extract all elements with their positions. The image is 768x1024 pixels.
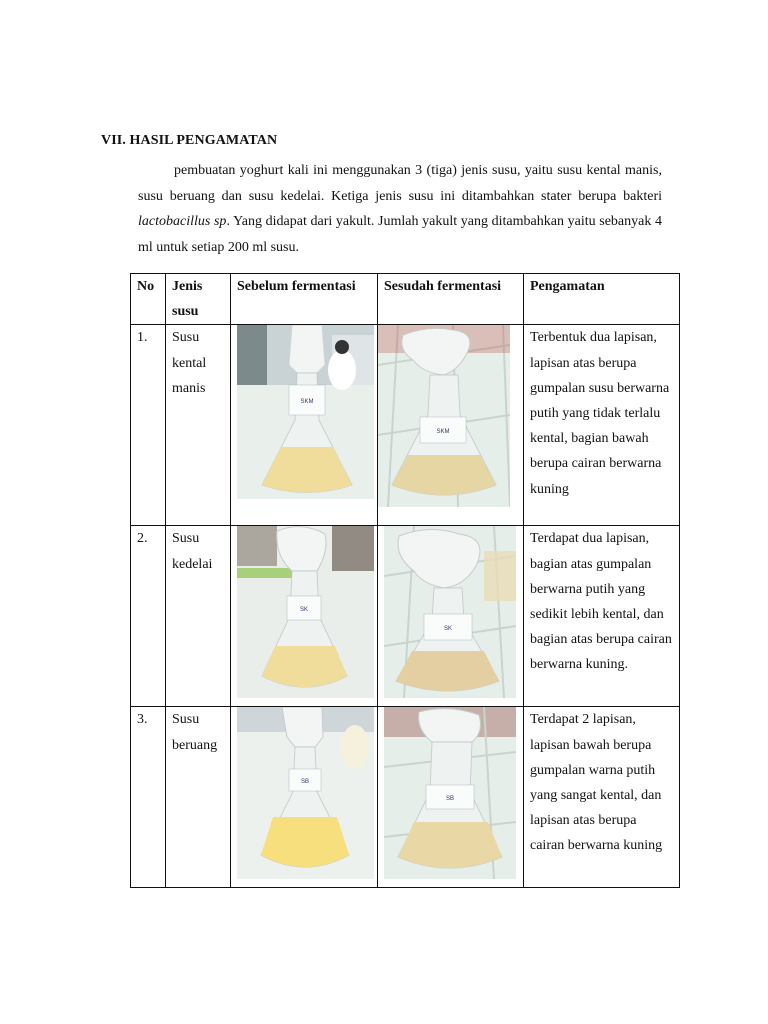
table-header-row xyxy=(131,274,680,325)
table-row xyxy=(131,325,680,526)
flask-photo-after xyxy=(378,325,510,507)
row-number: 2. xyxy=(131,526,166,707)
flask-photo-before xyxy=(237,325,374,499)
paragraph-text-2: . Yang didapat dari yakult. Jumlah yakult yang ditambahkan yaitu sebanyak 4 ml untuk setiap 200 ml susu. xyxy=(138,214,662,255)
row-jenis: Susu beruang xyxy=(166,707,231,888)
flask-label-after: SB xyxy=(445,796,455,803)
observation-table xyxy=(130,273,680,888)
flask-before-sb xyxy=(237,707,374,879)
flask-after-sb xyxy=(384,707,516,879)
flask-before-skm xyxy=(237,325,374,499)
paragraph-italic-term: lactobacillus sp xyxy=(138,214,227,229)
row-jenis: Susu kental manis xyxy=(166,325,231,526)
row-pengamatan: Terdapat dua lapisan, bagian atas gumpalan berwarna putih yang sedikit lebih kental, dan bagian atas berupa cairan berwarna kuning. xyxy=(524,526,680,707)
section-heading: VII. HASIL PENGAMATAN xyxy=(101,133,278,148)
paragraph-text-1: pembuatan yoghurt kali ini menggunakan 3 (tiga) jenis susu, yaitu susu kental manis, susu beruang dan susu kedelai. Ketiga jenis susu ini ditambahkan stater berupa bakteri xyxy=(138,163,662,204)
row-number: 3. xyxy=(131,707,166,888)
photo-after-cell xyxy=(378,526,524,707)
row-number: 1. xyxy=(131,325,166,526)
flask-label: SB xyxy=(300,779,310,786)
header-pengamatan: Pengamatan xyxy=(524,274,680,325)
photo-before-cell xyxy=(231,325,378,526)
flask-photo-before xyxy=(237,526,374,698)
photo-after-cell xyxy=(378,707,524,888)
row-pengamatan: Terbentuk dua lapisan, lapisan atas berupa gumpalan susu berwarna putih yang tidak terlalu kental, bagian bawah berupa cairan berwarna kuning xyxy=(524,325,680,526)
flask-label: SKM xyxy=(300,399,314,406)
table-row xyxy=(131,526,680,707)
photo-before-cell xyxy=(231,526,378,707)
header-sebelum: Sebelum fermentasi xyxy=(231,274,378,325)
flask-before-sk xyxy=(237,526,374,698)
table-row xyxy=(131,707,680,888)
flask-label: SK xyxy=(299,607,309,614)
flask-label-after: SKM xyxy=(436,429,450,436)
photo-after-cell xyxy=(378,325,524,526)
flask-after-sk xyxy=(384,526,516,698)
header-sesudah: Sesudah fermentasi xyxy=(378,274,524,325)
flask-after-skm xyxy=(378,325,510,507)
photo-before-cell xyxy=(231,707,378,888)
header-jenis-susu: Jenis susu xyxy=(166,274,231,325)
header-no: No xyxy=(131,274,166,325)
flask-photo-after xyxy=(384,526,516,698)
flask-label-after: SK xyxy=(443,626,453,633)
row-pengamatan: Terdapat 2 lapisan, lapisan bawah berupa gumpalan warna putih yang sangat kental, dan lapisan atas berupa cairan berwarna kuning xyxy=(524,707,680,888)
row-jenis: Susu kedelai xyxy=(166,526,231,707)
flask-photo-after xyxy=(384,707,516,879)
flask-photo-before xyxy=(237,707,374,879)
intro-paragraph xyxy=(138,158,662,260)
